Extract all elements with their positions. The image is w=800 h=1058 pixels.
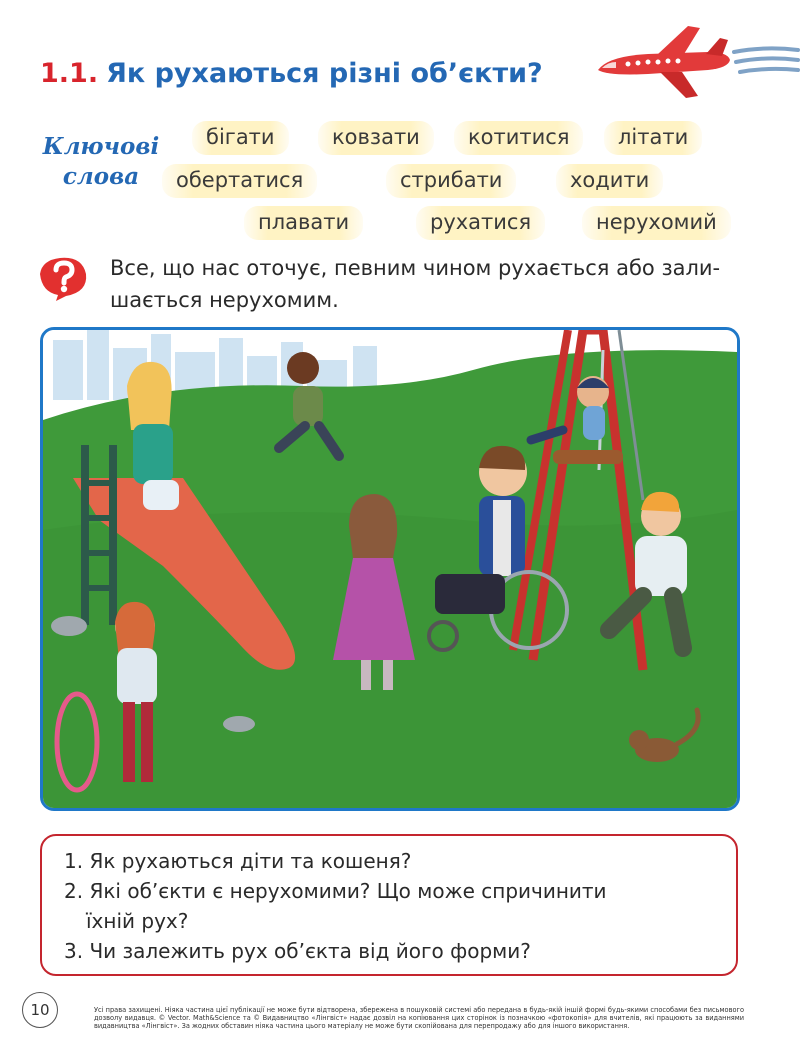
keyword: обертатися: [162, 164, 317, 198]
playground-scene: [43, 330, 737, 808]
page-number: 10: [22, 992, 58, 1028]
keywords-label-line2: слова: [62, 163, 140, 190]
question-item: 2. Які об’єкти є нерухомими? Що може спричинити: [64, 879, 607, 903]
keyword: рухатися: [416, 206, 545, 240]
copyright-footer: Усі права захищені. Ніяка частина цієї публікації не може бути відтворена, збережена в пошуковій системі або передана в будь-якій іншій формі будь-якими способами без письмового дозволу видавця. © Vector. Math&Science та © Видавництво «Лінгвіст» надає дозвіл на копіювання цих сторінок із позначкою «фотокопія» для вчителів, які працюють за виданнями видавництва «Лінгвіст». За жодних обставин ніяка частина цього матеріалу не може бути скопійована для перепродажу або для іншого використання.: [94, 1006, 744, 1031]
keyword: літати: [604, 121, 702, 155]
intro-line: Все, що нас оточує, певним чином рухається або зали-: [110, 256, 721, 280]
question-item: 3. Чи залежить рух об’єкта від його форми?: [64, 939, 531, 963]
keyword: плавати: [244, 206, 363, 240]
intro-line: шається нерухомим.: [110, 288, 339, 312]
keywords-label-line1: Ключові: [42, 133, 160, 160]
airplane-icon: [588, 22, 738, 102]
section-title: [40, 58, 543, 89]
keyword: стрибати: [386, 164, 516, 198]
section-title-text: Як рухаються різні об’єкти?: [106, 58, 543, 89]
section-number: 1.1.: [40, 58, 99, 89]
question-item-continued: їхній рух?: [86, 909, 189, 933]
question-item: 1. Як рухаються діти та кошеня?: [64, 849, 412, 873]
keyword: нерухомий: [582, 206, 731, 240]
keywords-label: [36, 132, 166, 192]
motion-streaks-icon: [730, 40, 800, 80]
keyword: бігати: [192, 121, 289, 155]
playground-illustration: [40, 327, 740, 811]
intro-text: [110, 252, 750, 316]
question-mark-icon: [36, 254, 92, 302]
keyword: котитися: [454, 121, 583, 155]
keyword: ходити: [556, 164, 663, 198]
questions-box: [40, 834, 738, 976]
keyword: ковзати: [318, 121, 434, 155]
